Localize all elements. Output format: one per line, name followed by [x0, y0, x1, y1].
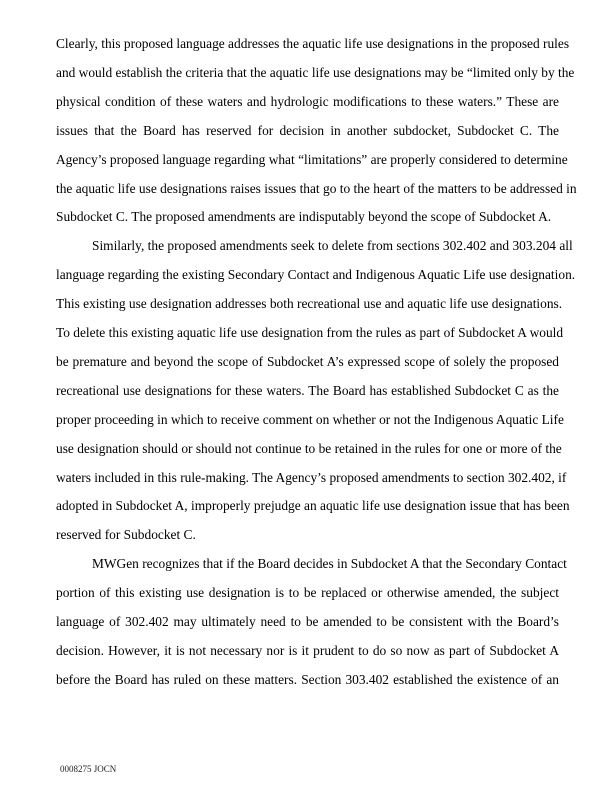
- text-line: waters included in this rule-making. The Agency’s proposed amendments to section 302.402, if: [56, 469, 567, 485]
- text-line: language regarding the existing Secondary Contact and Indigenous Aquatic Life use designation.: [56, 267, 576, 283]
- text-line: Similarly, the proposed amendments seek to delete from sections 302.402 and 303.204 all: [92, 238, 573, 254]
- page-footer-id: 0008275 JOCN: [60, 764, 117, 774]
- text-line: and would establish the criteria that the aquatic life use designations may be “limited only by the: [56, 64, 575, 80]
- text-line: To delete this existing aquatic life use designation from the rules as part of Subdocket A would: [56, 325, 564, 340]
- text-line: the aquatic life use designations raises issues that go to the heart of the matters to be addressed in: [56, 180, 577, 196]
- text-line: decision. However, it is not necessary nor is it prudent to do so now as part of Subdocket A: [56, 642, 559, 658]
- text-line: be premature and beyond the scope of Subdocket A’s expressed scope of solely the proposed: [56, 353, 559, 369]
- text-line: language of 302.402 may ultimately need to be amended to be consistent with the Board’s: [56, 614, 559, 629]
- text-line: before the Board has ruled on these matters. Section 303.402 established the existence of an: [56, 671, 559, 687]
- text-line: recreational use designations for these waters. The Board has established Subdocket C as the: [56, 382, 559, 398]
- text-line: MWGen recognizes that if the Board decides in Subdocket A that the Secondary Contact: [92, 556, 567, 572]
- text-line: use designation should or should not continue to be retained in the rules for one or more of the: [56, 440, 562, 456]
- text-line: reserved for Subdocket C.: [56, 527, 196, 543]
- text-line: physical condition of these waters and hydrologic modifications to these waters.” These are: [56, 93, 559, 109]
- text-line: Agency’s proposed language regarding what “limitations” are properly considered to determine: [56, 151, 568, 167]
- text-line: issues that the Board has reserved for decision in another subdocket, Subdocket C. The: [56, 122, 559, 138]
- text-line: adopted in Subdocket A, improperly prejudge an aquatic life use designation issue that has been: [56, 498, 570, 514]
- text-line: This existing use designation addresses both recreational use and aquatic life use designations.: [56, 296, 563, 312]
- text-line: proper proceeding in which to receive comment on whether or not the Indigenous Aquatic Life: [56, 411, 564, 427]
- text-line: Clearly, this proposed language addresses the aquatic life use designations in the proposed rules: [56, 36, 570, 51]
- text-line: portion of this existing use designation is to be replaced or otherwise amended, the subject: [56, 585, 559, 601]
- text-line: Subdocket C. The proposed amendments are indisputably beyond the scope of Subdocket A.: [56, 209, 552, 225]
